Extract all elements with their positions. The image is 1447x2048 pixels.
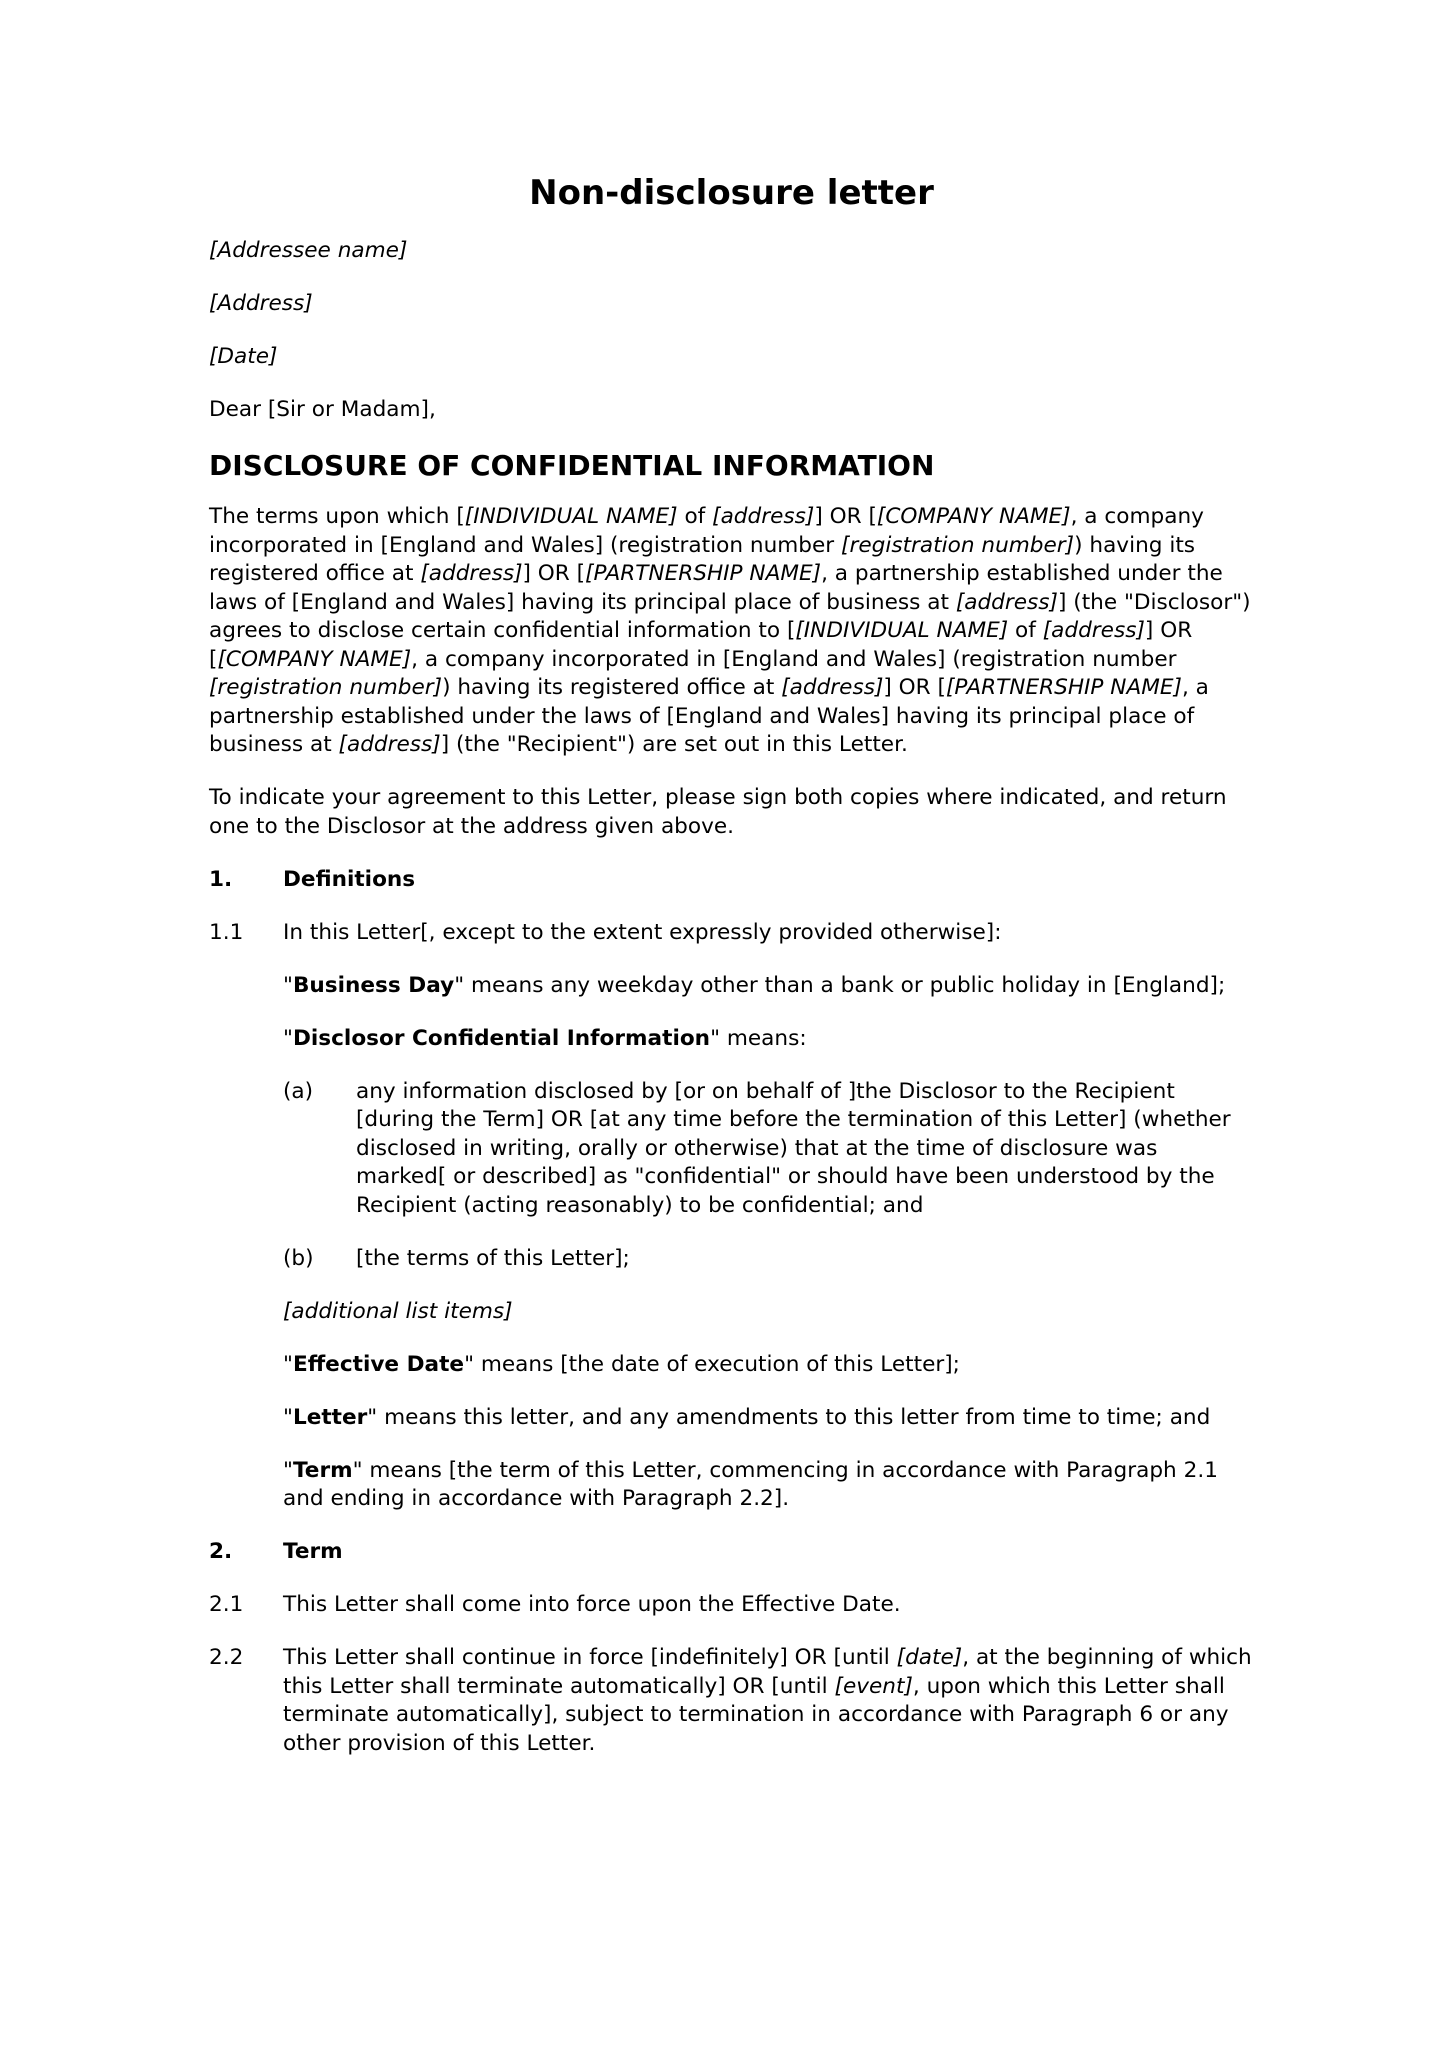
text-run: " <box>283 1457 293 1483</box>
text-run: ] OR [ <box>883 675 946 700</box>
clause-text <box>283 1644 1254 1758</box>
text-run: " <box>283 1404 293 1430</box>
instruction-paragraph: To indicate your agreement to this Letter, please sign both copies where indicated, and return one to the Disclosor at the address given above. <box>209 785 1227 839</box>
placeholder-text: [COMPANY NAME] <box>217 646 412 672</box>
clause-1-heading <box>209 866 1254 895</box>
placeholder-text: [event] <box>834 1673 913 1699</box>
placeholder-text: [INDIVIDUAL NAME] <box>464 504 678 529</box>
placeholder-text: [address] <box>955 589 1058 615</box>
clause-number: 1. <box>209 866 233 892</box>
text-run: of <box>677 504 713 529</box>
definition-business-day <box>283 972 1254 1001</box>
text-run: " means any weekday other than a bank or public holiday in [England]; <box>454 972 1226 998</box>
clause-2-1 <box>209 1591 1254 1620</box>
placeholder-text: [address] <box>1042 618 1145 643</box>
clause-text: This Letter shall come into force upon the Effective Date. <box>283 1592 901 1617</box>
text-run: " <box>283 1351 293 1377</box>
clause-title: Definitions <box>283 866 416 892</box>
text-run: The terms upon which [ <box>209 504 465 529</box>
text-run: of <box>1008 618 1043 643</box>
list-marker: (a) <box>283 1078 314 1104</box>
defined-term: Letter <box>292 1404 368 1430</box>
defined-term: Effective Date <box>292 1351 465 1377</box>
defined-term: Business Day <box>292 972 455 998</box>
placeholder-text: [registration number] <box>209 675 443 700</box>
text-run: , a company incorporated in [England and Wales] (registration number <box>209 504 1204 558</box>
text-run: " means this letter, and any amendments to this letter from time to time; and <box>367 1404 1211 1430</box>
list-item-a <box>283 1078 1254 1221</box>
clause-text: In this Letter[, except to the extent expressly provided otherwise]: <box>283 919 1002 945</box>
text-run: , a partnership established under the laws of [England and Wales] having its principal place of business at <box>209 675 1209 757</box>
text-run: " means: <box>710 1025 807 1051</box>
section-heading: DISCLOSURE OF CONFIDENTIAL INFORMATION <box>209 449 935 482</box>
placeholder-text: [address] <box>781 675 884 700</box>
clause-2-heading <box>209 1538 1254 1567</box>
text-run: ) having its registered office at <box>442 675 782 700</box>
text-run: ] OR [ <box>814 504 877 529</box>
list-item-b <box>283 1245 1254 1274</box>
text-run: " <box>283 1025 293 1051</box>
list-text: any information disclosed by [or on behalf of ]the Disclosor to the Recipient [during the Term] OR [at any time before the termination of this Letter] (whether disclosed in writing, orally or otherwise) that at the time of disclosure was marked[ or described] as "confidential" or should have been understood by the Recipient (acting reasonably) to be confidential; and <box>356 1078 1231 1218</box>
clause-number: 2. <box>209 1539 233 1564</box>
placeholder-text: [PARTNERSHIP NAME] <box>945 675 1182 700</box>
placeholder-text: [INDIVIDUAL NAME] <box>795 618 1009 643</box>
placeholder-text: [date] <box>896 1645 963 1670</box>
list-marker: (b) <box>283 1245 314 1271</box>
text-run: ] OR [ <box>209 618 1193 672</box>
text-run: " means [the date of execution of this Letter]; <box>464 1351 960 1377</box>
clause-number: 1.1 <box>209 919 244 945</box>
text-run: , a partnership established under the laws of [England and Wales] having its principal place of business at <box>209 561 1223 615</box>
address: [Address] <box>209 291 313 316</box>
text-run: " <box>283 972 293 998</box>
text-run: , a company incorporated in [England and Wales] (registration number <box>411 646 1177 672</box>
clause-number: 2.1 <box>209 1592 244 1617</box>
text-run: , upon which this Letter shall terminate automatically], subject to termination in accordance with Paragraph 6 or any other provision of this Letter. <box>283 1673 1229 1756</box>
defined-term: Term <box>292 1457 353 1483</box>
list-text: [the terms of this Letter]; <box>356 1245 630 1271</box>
document-title: Non-disclosure letter <box>529 173 934 213</box>
defined-term: Disclosor Confidential Information <box>292 1025 711 1051</box>
definition-disclosor-confidential-information <box>283 1025 1254 1054</box>
placeholder-text: [address] <box>338 732 441 757</box>
salutation: Dear [Sir or Madam], <box>209 397 436 422</box>
placeholder-text: [address] <box>420 561 523 586</box>
text-run: ] (the "Recipient") are set out in this Letter. <box>440 732 908 757</box>
definition-effective-date <box>283 1351 1254 1380</box>
placeholder-text: [address] <box>712 504 815 529</box>
placeholder-text: [COMPANY NAME] <box>876 504 1071 529</box>
text-run: This Letter shall continue in force [indefinitely] OR [until <box>283 1645 897 1670</box>
intro-paragraph <box>209 503 1254 760</box>
addressee-name: [Addressee name] <box>209 238 408 263</box>
text-run: ] OR [ <box>522 561 586 586</box>
clause-2-2 <box>209 1644 1254 1758</box>
definition-letter <box>283 1404 1254 1433</box>
text-run: ) having its registered office at <box>209 532 1196 586</box>
clause-number: 2.2 <box>209 1645 244 1670</box>
date: [Date] <box>209 344 278 369</box>
placeholder-text: [registration number] <box>841 532 1075 558</box>
text-run: " means [the term of this Letter, commencing in accordance with Paragraph 2.1 and ending in accordance with Paragraph 2.2]. <box>283 1457 1218 1511</box>
text-run: ] (the "Disclosor") agrees to disclose certain confidential information to [ <box>209 589 1251 643</box>
additional-list-items: [additional list items] <box>283 1298 513 1324</box>
text-run: , at the beginning of which this Letter shall terminate automatically] OR [until <box>283 1645 1252 1699</box>
placeholder-text: [PARTNERSHIP NAME] <box>585 561 822 586</box>
definition-term <box>283 1457 1254 1514</box>
clause-title: Term <box>283 1539 343 1564</box>
clause-1-1 <box>209 919 1254 948</box>
